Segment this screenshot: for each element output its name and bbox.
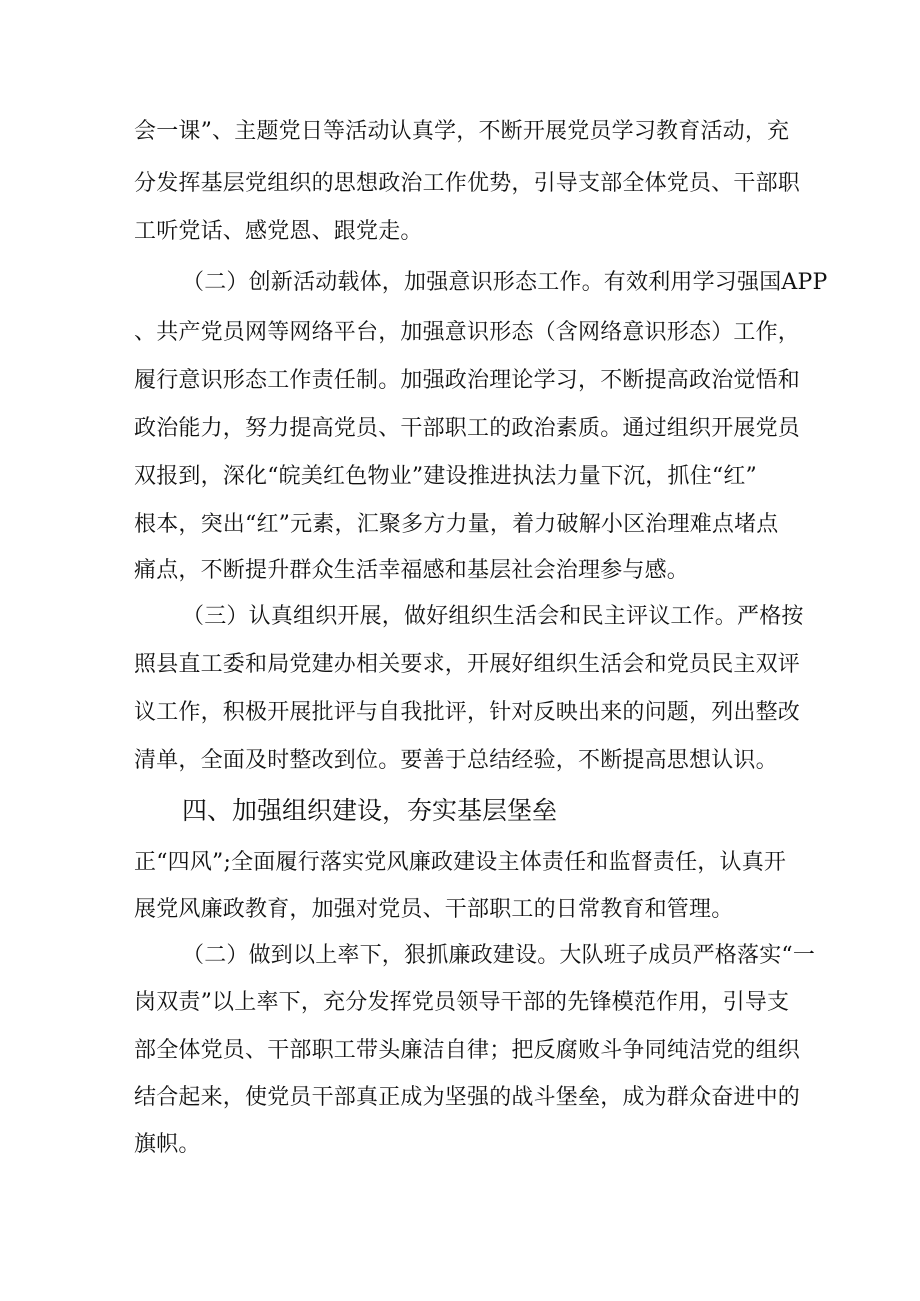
paragraph-line: 结合起来，使党员干部真正成为坚强的战斗堡垒，成为群众奋进中的: [134, 1085, 801, 1110]
paragraph-line: 正“四风”;全面履行落实党风廉政建设主体责任和监督责任，认真开: [134, 850, 787, 875]
paragraph-line: （二）做到以上率下，狠抓廉政建设。大队班子成员严格落实“一: [182, 943, 816, 968]
paragraph-line: 清单，全面及时整改到位。要善于总结经验，不断提高思想认识。: [134, 748, 778, 773]
paragraph-line: 根本，突出“红”元素，汇聚多方力量，着力破解小区治理难点堵点: [134, 512, 779, 537]
paragraph-line: （二）创新活动载体，加强意识形态工作。有效利用学习强国APP: [182, 270, 828, 295]
paragraph-line: 议工作，积极开展批评与自我批评，针对反映出来的问题，列出整改: [134, 700, 801, 725]
paragraph-line: （三）认真组织开展，做好组织生活会和民主评议工作。严格按: [182, 604, 804, 629]
paragraph-line: 工听党话、感党恩、跟党走。: [134, 219, 423, 244]
paragraph-line: 旗帜。: [134, 1132, 201, 1157]
paragraph-line: 、共产党员网等网络平台，加强意识形态（含网络意识形态）工作，: [134, 320, 801, 345]
paragraph-line: 履行意识形态工作责任制。加强政治理论学习，不断提高政治觉悟和: [134, 368, 801, 393]
paragraph-line: 展党风廉政教育，加强对党员、干部职工的日常教育和管理。: [134, 897, 734, 922]
paragraph-line: 会一课”、主题党日等活动认真学，不断开展党员学习教育活动，充: [134, 119, 790, 144]
paragraph-line: 部全体党员、干部职工带头廉洁自律；把反腐败斗争同纯洁党的组织: [134, 1038, 801, 1063]
paragraph-line: 岗双责”以上率下，充分发挥党员领导干部的先锋模范作用，引导支: [134, 990, 790, 1015]
paragraph-line: 双报到，深化“皖美红色物业”建设推进执法力量下沉，抓住“红”: [134, 464, 757, 489]
paragraph-line: 痛点，不断提升群众生活幸福感和基层社会治理参与感。: [134, 558, 690, 583]
paragraph-line: 照县直工委和局党建办相关要求，开展好组织生活会和党员民主双评: [134, 652, 801, 677]
paragraph-line: 政治能力，努力提高党员、干部职工的政治素质。通过组织开展党员: [134, 416, 801, 441]
paragraph-line: 分发挥基层党组织的思想政治工作优势，引导支部全体党员、干部职: [134, 171, 801, 196]
section-heading: 四、加强组织建设，夯实基层堡垒: [182, 796, 558, 825]
